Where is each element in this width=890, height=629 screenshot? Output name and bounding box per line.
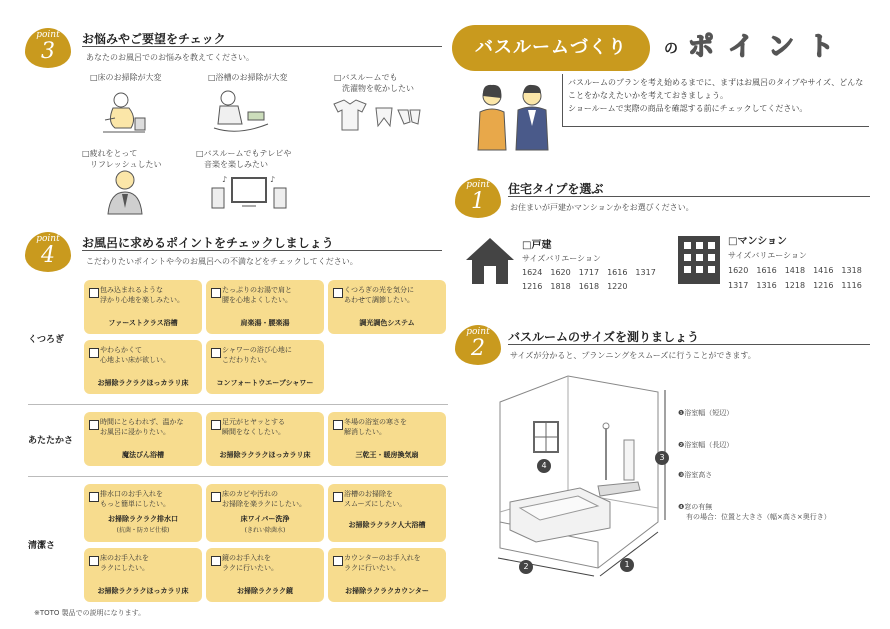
option-description: 包み込まれるような 浮かり心地を楽しみたい。 xyxy=(100,286,184,304)
point4-subtitle: こだわりたいポイントや今のお風呂への不満などをチェックしてください。 xyxy=(86,257,358,266)
option-product-name: お掃除ラクラクほっカラリ床 xyxy=(97,587,189,595)
point4-badge xyxy=(25,232,71,272)
mansion-variation-title: サイズバリエーション xyxy=(728,251,807,260)
option-card[interactable] xyxy=(84,412,202,466)
marker-2: 2 xyxy=(519,560,533,574)
concern-refresh-label: □疲れをとって リフレッシュしたい xyxy=(82,149,162,169)
category-clean: 清潔さ xyxy=(28,541,56,551)
house-icon xyxy=(464,236,516,286)
option-checkbox[interactable] xyxy=(211,420,221,430)
option-card[interactable] xyxy=(206,280,324,334)
option-card[interactable] xyxy=(84,280,202,334)
point1-subtitle: お住まいが戸建かマンションかをお選びください。 xyxy=(510,203,694,212)
badge-number: 2 xyxy=(471,336,485,361)
legend-width-long: ❷浴室幅（長辺） xyxy=(678,441,734,449)
option-product-name: お掃除ラクラクほっカラリ床 xyxy=(97,379,189,387)
option-description: 足元がヒヤッとする 瞬間をなくしたい。 xyxy=(222,418,285,436)
option-description: 時間にとらわれず、温かな お風呂に浸かりたい。 xyxy=(100,418,184,436)
option-product-name: お掃除ラクラク鏡 xyxy=(237,587,293,595)
option-description: 床のカビや汚れの お掃除を楽ラクにしたい。 xyxy=(222,490,306,508)
point2-badge xyxy=(455,325,501,365)
concern-tub-label: □浴槽のお掃除が大変 xyxy=(208,73,288,82)
option-checkbox[interactable] xyxy=(89,492,99,502)
option-card[interactable] xyxy=(84,484,202,542)
footnote: ※TOTO 製品での説明になります。 xyxy=(34,609,146,617)
concern-tv-label: □バスルームでもテレビや 音楽を楽しみたい xyxy=(196,149,292,169)
option-checkbox[interactable] xyxy=(89,348,99,358)
marker-4: 4 xyxy=(537,459,551,473)
option-card[interactable] xyxy=(84,548,202,602)
tub-cleaning-illustration xyxy=(208,88,274,138)
legend-window: ❹窓の有無 xyxy=(678,503,713,511)
option-description: たっぷりのお湯で肩と 腰を心地よくしたい。 xyxy=(222,286,292,304)
option-product-name: お掃除ラクラクカウンター xyxy=(345,587,429,595)
option-product-name: 調光調色システム xyxy=(359,319,415,327)
option-product-name: 魔法びん浴槽 xyxy=(122,451,164,459)
point3-badge xyxy=(25,28,71,68)
option-checkbox[interactable] xyxy=(333,288,343,298)
option-checkbox[interactable] xyxy=(89,556,99,566)
concern-floor-label: □床のお掃除が大変 xyxy=(90,73,162,82)
option-card[interactable] xyxy=(84,340,202,394)
option-checkbox[interactable] xyxy=(333,420,343,430)
option-card[interactable] xyxy=(328,548,446,602)
point2-subtitle: サイズが分かると、プランニングをスムーズに行うことができます。 xyxy=(510,351,756,360)
point1-badge xyxy=(455,178,501,218)
option-description: やわらかくて 心地よい床が欲しい。 xyxy=(100,346,170,364)
option-product-name: お掃除ラクラク人大浴槽 xyxy=(348,521,426,529)
point4-title: お風呂に求めるポイントをチェックしましょう xyxy=(82,236,334,250)
option-description: くつろぎの光を気分に あわせて調節したい。 xyxy=(344,286,414,304)
svg-text:♪: ♪ xyxy=(270,175,276,184)
option-checkbox[interactable] xyxy=(211,492,221,502)
option-checkbox[interactable] xyxy=(211,348,221,358)
badge-number: 1 xyxy=(471,189,485,214)
badge-word: point xyxy=(36,234,60,244)
mansion-type-label[interactable]: □マンション xyxy=(728,236,787,247)
option-card[interactable] xyxy=(206,484,324,542)
mansion-sizes-row2: 1317 1316 1218 1216 1116 xyxy=(728,281,862,290)
house-sizes-row2: 1216 1818 1618 1220 xyxy=(522,282,628,291)
option-checkbox[interactable] xyxy=(89,420,99,430)
option-checkbox[interactable] xyxy=(211,288,221,298)
option-card[interactable] xyxy=(206,412,324,466)
point3-title: お悩みやご要望をチェック xyxy=(82,32,226,46)
svg-text:♪: ♪ xyxy=(222,175,228,184)
legend-height: ❸浴室高さ xyxy=(678,471,713,479)
refresh-person-illustration xyxy=(100,168,150,216)
option-description: 冬場の浴室の寒さを 解消したい。 xyxy=(344,418,407,436)
floor-cleaning-illustration xyxy=(95,88,155,140)
category-warmth: あたたかさ xyxy=(28,436,74,446)
option-product-note: (抗菌・防カビ仕様) xyxy=(116,527,170,534)
option-card[interactable] xyxy=(206,340,324,394)
badge-word: point xyxy=(466,327,490,337)
header-pill: バスルームづくり xyxy=(452,25,650,71)
concern-laundry-label: □バスルームでも 洗濯物を乾かしたい xyxy=(334,73,414,93)
option-description: シャワーの浴び心地に こだわりたい。 xyxy=(222,346,292,364)
option-product-name: お掃除ラクラク排水口 xyxy=(108,515,178,523)
option-card[interactable] xyxy=(328,484,446,542)
option-checkbox[interactable] xyxy=(333,556,343,566)
point3-rule xyxy=(82,46,442,47)
point4-rule xyxy=(82,250,442,251)
option-product-name: お掃除ラクラクほっカラリ床 xyxy=(219,451,311,459)
point2-title: バスルームのサイズを測りましょう xyxy=(508,330,700,344)
option-description: カウンターのお手入れを ラクに行いたい。 xyxy=(344,554,421,572)
badge-number: 4 xyxy=(41,243,55,268)
point2-rule xyxy=(508,344,870,345)
option-product-note: (きれい除菌水) xyxy=(244,527,286,534)
option-product-name: 肩楽湯・腰楽湯 xyxy=(240,319,290,327)
header-no: の xyxy=(664,41,678,57)
point3-subtitle: あなたのお風呂でのお悩みを教えてください。 xyxy=(86,53,254,62)
legend-window-detail: 有の場合：位置と大きさ（幅×高さ×奥行き） xyxy=(686,513,831,521)
marker-3: 3 xyxy=(655,451,669,465)
badge-word: point xyxy=(36,30,60,40)
option-checkbox[interactable] xyxy=(211,556,221,566)
option-checkbox[interactable] xyxy=(333,492,343,502)
category-divider xyxy=(28,404,448,405)
option-card[interactable] xyxy=(206,548,324,602)
option-description: 鏡のお手入れを ラクに行いたい。 xyxy=(222,554,278,572)
option-description: 排水口のお手入れを もっと簡単にしたい。 xyxy=(100,490,170,508)
option-product-name: ファーストクラス浴槽 xyxy=(108,319,178,327)
header-point: ポイント xyxy=(688,32,849,62)
couple-illustration xyxy=(470,82,556,152)
house-sizes-row1: 1624 1620 1717 1616 1317 xyxy=(522,268,656,277)
laundry-illustration xyxy=(330,98,425,134)
intro-text: バスルームのプランを考え始めるまでに、まずはお風呂のタイプやサイズ、どんなことをかなえたいかを考えておきましょう。 ショールームで実際の商品を確認する前にチェックしてください。 xyxy=(568,78,864,113)
bathroom-diagram xyxy=(490,372,670,580)
category-divider xyxy=(28,476,448,477)
option-checkbox[interactable] xyxy=(89,288,99,298)
option-product-name: 床ワイパー洗浄 xyxy=(240,515,290,523)
house-type-label[interactable]: □戸建 xyxy=(522,240,552,251)
option-product-name: コンフォートウエーブシャワー xyxy=(216,379,314,387)
marker-1: 1 xyxy=(620,558,634,572)
house-variation-title: サイズバリエーション xyxy=(522,254,601,263)
option-product-name: 三乾王・暖房換気扇 xyxy=(355,451,419,459)
legend-width-short: ❶浴室幅（短辺） xyxy=(678,409,734,417)
option-card[interactable] xyxy=(328,412,446,466)
badge-number: 3 xyxy=(41,39,55,64)
option-card[interactable] xyxy=(328,280,446,334)
mansion-sizes-row1: 1620 1616 1418 1416 1318 xyxy=(728,266,862,275)
category-relax: くつろぎ xyxy=(28,335,65,345)
point1-rule xyxy=(508,196,870,197)
mansion-icon xyxy=(676,234,722,286)
option-description: 床のお手入れを ラクにしたい。 xyxy=(100,554,149,572)
tv-music-illustration xyxy=(210,172,290,212)
badge-word: point xyxy=(466,180,490,190)
option-description: 浴槽のお掃除を スムーズにしたい。 xyxy=(344,490,407,508)
point1-title: 住宅タイプを選ぶ xyxy=(508,182,604,196)
